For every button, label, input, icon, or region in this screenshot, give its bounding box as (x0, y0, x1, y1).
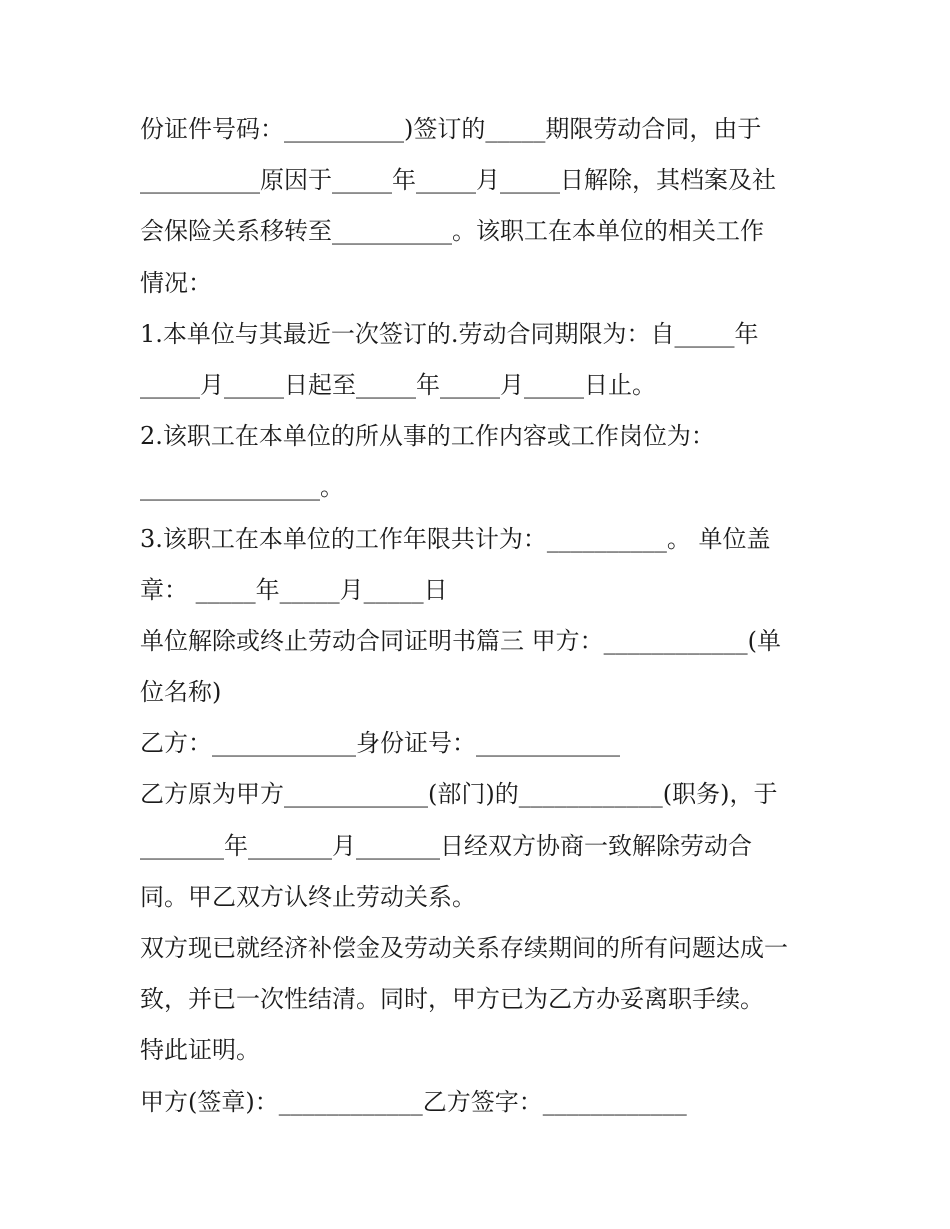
text-line-7: 2.该职工在本单位的所从事的工作内容或工作岗位为： (140, 422, 715, 451)
text-line-3: 会保险关系移转至__________。该职工在本单位的相关工作 (140, 217, 764, 246)
text-line-17: 双方现已就经济补偿金及劳动关系存续期间的所有问题达成一 (140, 934, 788, 962)
text-line-19: 特此证明。 (140, 1036, 260, 1065)
document-body (140, 104, 830, 1128)
text-line-8: _______________。 (140, 473, 344, 502)
text-line-9: 3.该职工在本单位的工作年限共计为：__________。 单位盖 (140, 524, 771, 553)
text-line-6: _____月_____日起至_____年_____月_____日止。 (140, 370, 656, 399)
text-line-18: 致，并已一次性结清。同时，甲方已为乙方办妥离职手续。 (140, 985, 764, 1014)
text-line-4: 情况： (140, 268, 212, 297)
text-line-20: 甲方(签章)：____________乙方签字：____________ (140, 1087, 687, 1116)
text-line-11: 单位解除或终止劳动合同证明书篇三 甲方：____________(单 (140, 626, 781, 655)
text-line-16: 同。甲乙双方认终止劳动关系。 (140, 882, 476, 911)
text-line-10: 章： _____年_____月_____日 (140, 575, 448, 604)
text-line-14: 乙方原为甲方____________(部门)的____________(职务)，于 (140, 780, 778, 809)
text-line-15: _______年_______月_______日经双方协商一致解除劳动合 (140, 831, 752, 860)
text-line-5: 1.本单位与其最近一次签订的.劳动合同期限为：自_____年 (140, 319, 759, 348)
text-line-2: __________原因于_____年_____月_____日解除，其档案及社 (140, 166, 776, 195)
text-line-12: 位名称) (140, 678, 222, 707)
text-line-1: 份证件号码：__________)签订的_____期限劳动合同，由于 (140, 115, 762, 143)
text-line-13: 乙方：____________身份证号：____________ (140, 729, 620, 758)
